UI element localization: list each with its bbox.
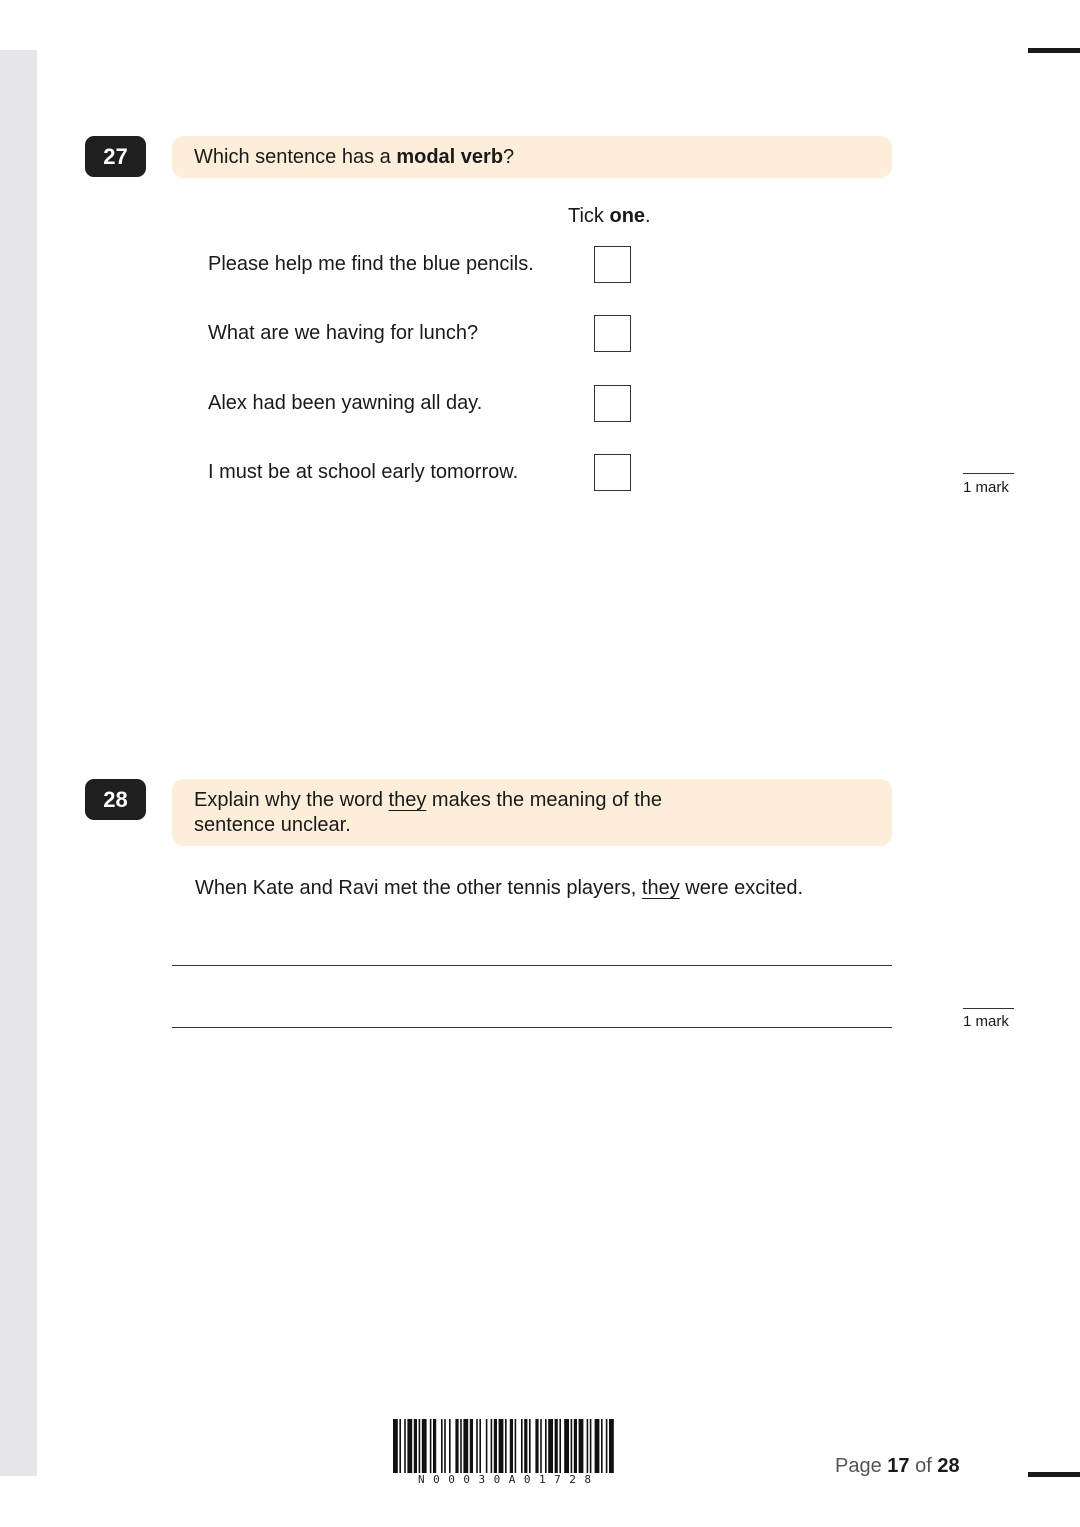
- page-margin-strip: [0, 50, 37, 1476]
- question-28-number: 28: [85, 779, 146, 820]
- q28-mark-line: [963, 1008, 1014, 1009]
- barcode-digits: N00030A01728: [418, 1473, 600, 1486]
- sentence-text: When Kate and Ravi met the other tennis players,: [195, 877, 642, 899]
- q27-prompt-end: ?: [503, 146, 515, 168]
- page-of: of: [915, 1455, 932, 1477]
- option-2-tickbox[interactable]: [594, 315, 631, 352]
- q28-prompt-line2: sentence unclear.: [194, 814, 351, 836]
- sentence-underlined-word: they: [641, 877, 680, 899]
- corner-registration-mark-bottom: [1028, 1472, 1080, 1477]
- answer-line-2[interactable]: [172, 1027, 892, 1028]
- option-3-text: Alex had been yawning all day.: [208, 392, 483, 414]
- tick-instruction-text: Tick: [568, 205, 604, 227]
- q27-prompt-bold: modal verb: [396, 146, 504, 168]
- tick-instruction: [568, 205, 651, 228]
- option-1-text: Please help me find the blue pencils.: [208, 253, 534, 275]
- q28-example-sentence: [195, 877, 803, 900]
- option-3-tickbox[interactable]: [594, 385, 631, 422]
- question-27-prompt: [172, 136, 892, 178]
- option-1-tickbox[interactable]: [594, 246, 631, 283]
- option-4-tickbox[interactable]: [594, 454, 631, 491]
- answer-line-1[interactable]: [172, 965, 892, 966]
- barcode-icon: [393, 1419, 713, 1475]
- tick-instruction-bold: one: [609, 205, 646, 227]
- question-28-prompt: [172, 779, 892, 846]
- q27-mark-line: [963, 473, 1014, 474]
- q28-prompt-text: Explain why the word: [194, 789, 389, 811]
- page-current: 17: [887, 1455, 910, 1477]
- page-prefix: Page: [835, 1455, 882, 1477]
- page-total: 28: [937, 1455, 960, 1477]
- q27-mark-label: 1 mark: [963, 479, 1009, 496]
- q27-prompt-text: Which sentence has a: [194, 146, 397, 168]
- sentence-end: were excited.: [679, 877, 804, 899]
- option-2-text: What are we having for lunch?: [208, 322, 479, 344]
- corner-registration-mark-top: [1028, 48, 1080, 53]
- q28-prompt-continued: makes the meaning of the: [426, 789, 663, 811]
- tick-instruction-end: .: [645, 205, 651, 227]
- option-4-text: I must be at school early tomorrow.: [208, 461, 519, 483]
- page-number: [835, 1455, 960, 1478]
- q28-mark-label: 1 mark: [963, 1013, 1009, 1030]
- question-27-number: 27: [85, 136, 146, 177]
- q28-prompt-underlined-word: they: [388, 789, 427, 811]
